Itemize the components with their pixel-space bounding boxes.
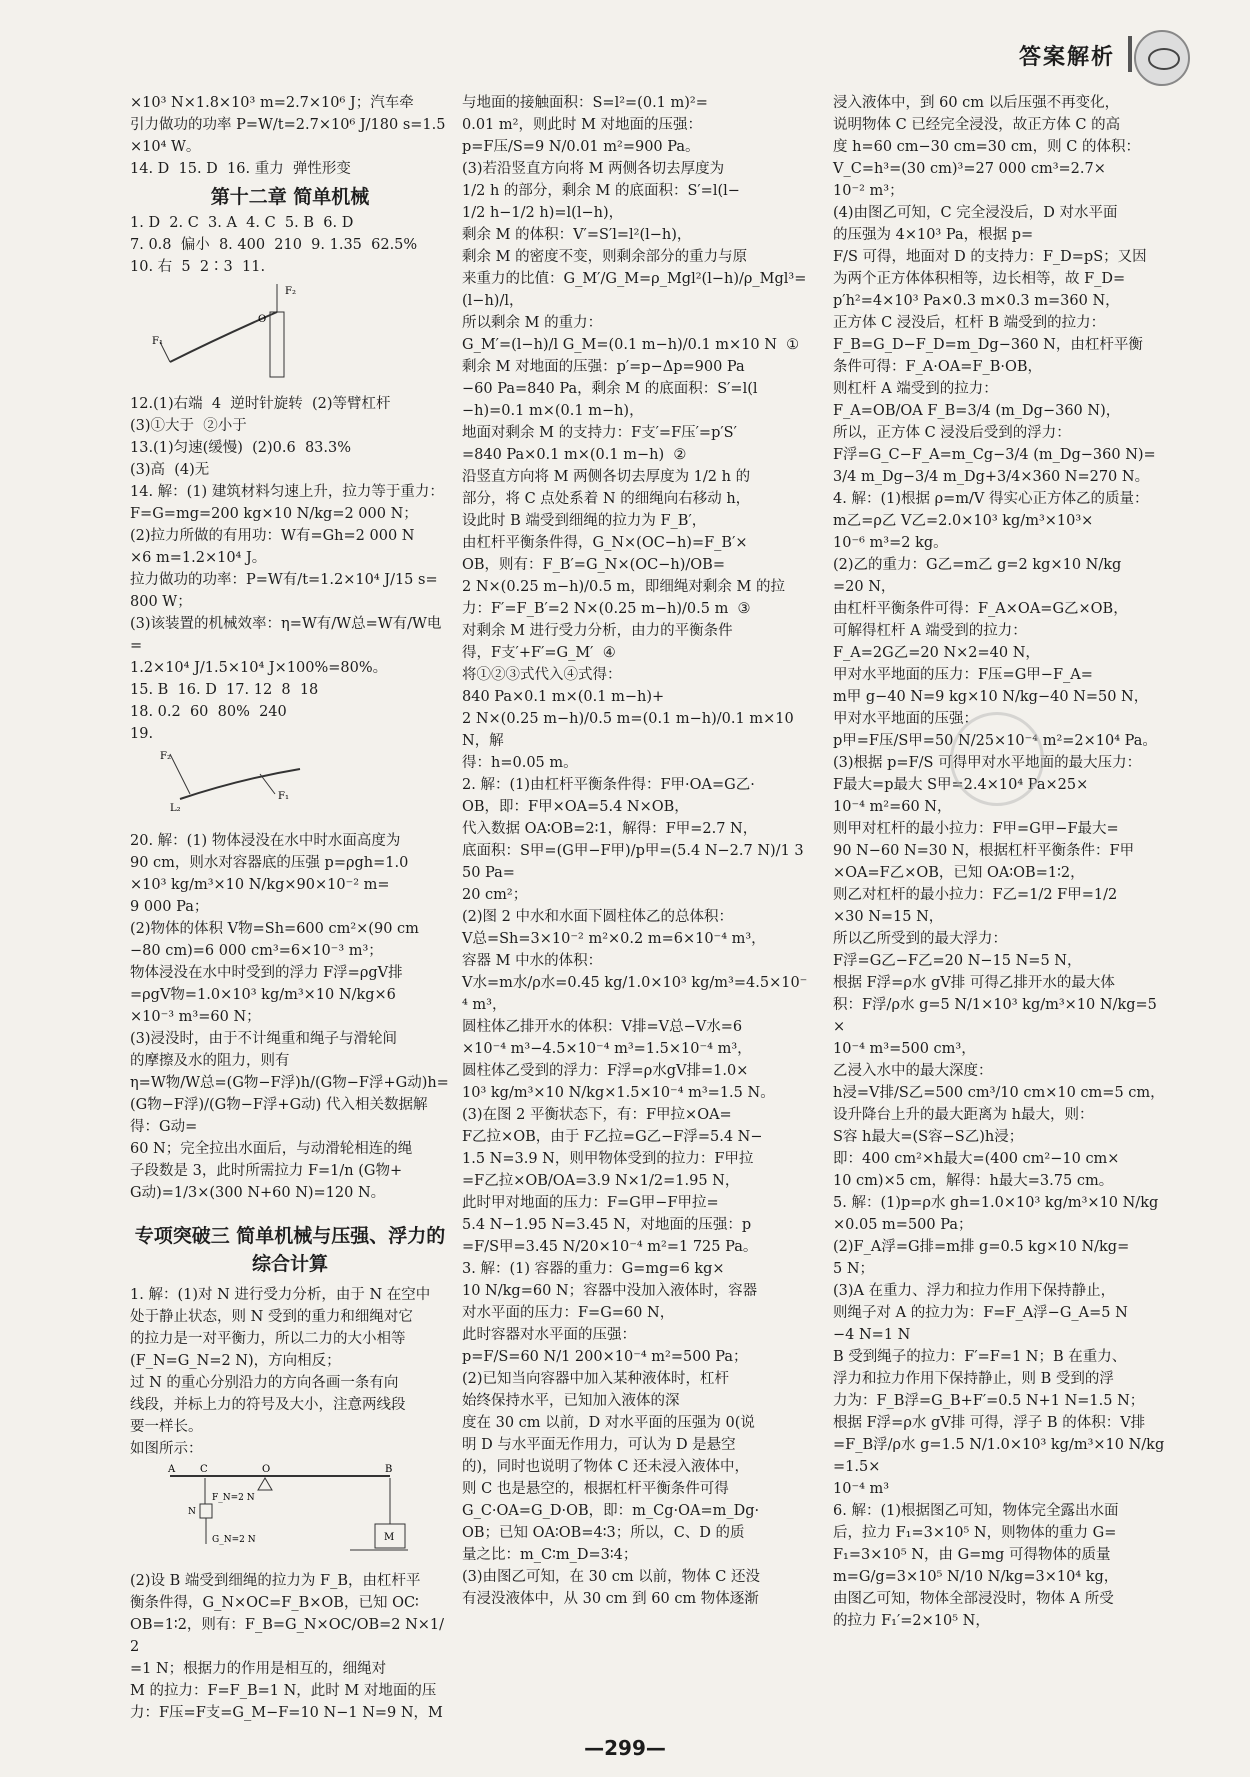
text-line: F=G=mg=200 kg×10 N/kg=2 000 N；: [130, 506, 418, 522]
text-line: 的)，同时也说明了物体 C 还未浸入液体中，: [462, 1459, 749, 1475]
text-line: (3)该装置的机械效率：η=W有/W总=W有/W电=: [130, 616, 442, 654]
label-F2: F₂: [160, 751, 171, 762]
text-line: F_A=OB/OA F_B=3/4 (m_Dg−360 N)，: [833, 403, 1121, 419]
text-line: m甲 g−40 N=9 kg×10 N/kg−40 N=50 N，: [833, 689, 1149, 705]
text-line: p=F压/S=9 N/0.01 m²=900 Pa。: [462, 139, 700, 155]
text-line: G动)=1/3×(300 N+60 N)=120 N。: [130, 1185, 386, 1201]
label-B: B: [385, 1464, 393, 1475]
text-line: 如图所示：: [130, 1441, 203, 1457]
text-line: V总=Sh=3×10⁻² m²×0.2 m=6×10⁻⁴ m³，: [462, 931, 766, 947]
text-line: V_C=h³=(30 cm)³=27 000 cm³=2.7×: [833, 161, 1106, 177]
page-header: [0, 0, 1250, 70]
text-line: 剩余 M 对地面的压强：p′=p−Δp=900 Pa: [462, 359, 745, 375]
text-line: 即：400 cm²×h最大=(400 cm²−10 cm×: [833, 1151, 1120, 1167]
chapter-heading: 第十二章 简单机械: [210, 186, 370, 208]
text-line: (3)高 (4)无: [130, 462, 210, 478]
label-GN: G_N=2 N: [212, 1535, 256, 1545]
text-line: 甲对水平地面的压强：: [833, 711, 978, 727]
text-line: 正方体 C 浸没后，杠杆 B 端受到的拉力：: [833, 315, 1106, 331]
text-line: 1.5 N=3.9 N，则甲物体受到的拉力：F甲拉: [462, 1151, 754, 1167]
text-line: =ρgV物=1.0×10³ kg/m³×10 N/kg×6: [130, 987, 396, 1003]
text-line: 明 D 与水平面无作用力，可认为 D 是悬空: [462, 1437, 736, 1453]
text-line: 与地面的接触面积：S=l²=(0.1 m)²=: [462, 95, 708, 111]
text-line: m=G/g=3×10⁵ N/10 N/kg=3×10⁴ kg，: [833, 1569, 1119, 1585]
text-line: 度在 30 cm 以前，D 对水平面的压强为 0(说: [462, 1415, 755, 1431]
text-line: 18. 0.2 60 80% 240: [130, 704, 287, 720]
text-line: ×10³ kg/m³×10 N/kg×90×10⁻² m=: [130, 877, 390, 893]
text-line: 根据 F浮=ρ水 gV排 可得，浮子 B 的体积：V排: [833, 1415, 1146, 1431]
text-line: ×10³ N×1.8×10³ m=2.7×10⁶ J；汽车牵: [130, 95, 414, 111]
text-line: B 受到绳子的拉力：F′=F=1 N；B 在重力、: [833, 1349, 1127, 1365]
text-line: G_C·OA=G_D·OB，即：m_Cg·OA=m_Dg·: [462, 1503, 760, 1519]
text-line: 90 N−60 N=30 N，根据杠杆平衡条件：F甲: [833, 843, 1135, 859]
text-line: 过 N 的重心分别沿力的方向各画一条有向: [130, 1375, 399, 1391]
text-line: 所以，正方体 C 浸没后受到的浮力：: [833, 425, 1071, 441]
label-A: A: [168, 1464, 176, 1475]
text-line: F₁=3×10⁵ N，由 G=mg 可得物体的质量: [833, 1547, 1111, 1563]
text-line: 对水平面的压力：F=G=60 N，: [462, 1305, 675, 1321]
text-line: 由图乙可知，物体全部浸没时，物体 A 所受: [833, 1591, 1114, 1607]
text-line: 20. 解：(1) 物体浸没在水中时水面高度为: [130, 833, 401, 849]
text-line: 10⁻² m³；: [833, 183, 904, 199]
text-line: 1.2×10⁴ J/1.5×10⁴ J×100%=80%。: [130, 660, 388, 676]
text-line: 圆柱体乙排开水的体积：V排=V总−V水=6: [462, 1019, 743, 1035]
text-line: 14. D 15. D 16. 重力 弹性形变: [130, 161, 351, 177]
text-line: 10³ kg/m³×10 N/kg×1.5×10⁻⁴ m³=1.5 N。: [462, 1085, 775, 1101]
text-line: 设升降台上升的最大距离为 h最大，则：: [833, 1107, 1094, 1123]
text-line: −80 cm)=6 000 cm³=6×10⁻³ m³；: [130, 943, 383, 959]
text-line: 将①②③式代入④式得：: [462, 667, 622, 683]
text-line: F_B=G_D−F_D=m_Dg−360 N，由杠杆平衡: [833, 337, 1143, 353]
text-line: (2)拉力所做的有用功：W有=Gh=2 000 N: [130, 528, 415, 544]
text-line: 为两个正方体体积相等，边长相等，故 F_D=: [833, 271, 1126, 287]
text-line: 容器 M 中水的体积：: [462, 953, 603, 969]
text-line: h浸=V排/S乙=500 cm³/10 cm×10 cm=5 cm，: [833, 1085, 1165, 1101]
label-C: C: [200, 1464, 208, 1475]
text-line: 2. 解：(1)由杠杆平衡条件得：F甲·OA=G乙·: [462, 777, 755, 793]
text-line: OB，即：F甲×OA=5.4 N×OB，: [462, 799, 689, 815]
text-line: 则杠杆 A 端受到的拉力：: [833, 381, 998, 397]
text-line: 20 cm²；: [462, 887, 528, 903]
text-line: (3)在图 2 平衡状态下，有：F甲拉×OA=: [462, 1107, 732, 1123]
text-line: 浸入液体中，到 60 cm 以后压强不再变化，: [833, 95, 1120, 111]
text-line: F最大=p最大 S甲=2.4×10⁴ Pa×25×: [833, 777, 1089, 793]
publisher-logo-icon: [1134, 30, 1190, 86]
text-line: 则绳子对 A 的拉力为：F=F_A浮−G_A=5 N: [833, 1305, 1128, 1321]
text-line: 度 h=60 cm−30 cm=30 cm，则 C 的体积：: [833, 139, 1140, 155]
text-line: 1/2 h 的部分，剩余 M 的底面积：S′=l(l−: [462, 183, 740, 199]
text-line: =1 N；根据力的作用是相互的，细绳对: [130, 1661, 387, 1677]
text-line: OB=1∶2，则有：F_B=G_N×OC/OB=2 N×1/2: [130, 1617, 445, 1655]
text-line: 此时甲对地面的压力：F=G甲−F甲拉=: [462, 1195, 719, 1211]
text-line: 力为：F_B浮=G_B+F′=0.5 N+1 N=1.5 N；: [833, 1393, 1145, 1409]
text-line: 力：F′=F_B′=2 N×(0.25 m−h)/0.5 m ③: [462, 601, 751, 617]
text-line: 5. 解：(1)p=ρ水 gh=1.0×10³ kg/m³×10 N/kg: [833, 1195, 1159, 1211]
text-line: 10 cm)×5 cm，解得：h最大=3.75 cm。: [833, 1173, 1114, 1189]
text-line: 剩余 M 的密度不变，则剩余部分的重力与原: [462, 249, 748, 265]
text-line: 19.: [130, 726, 154, 742]
text-line: 7. 0.8 偏小 8. 400 210 9. 1.35 62.5%: [130, 237, 418, 253]
text-line: 则 C 也是悬空的，根据杠杆平衡条件可得: [462, 1481, 729, 1497]
text-line: (G物−F浮)/(G物−F浮+G动) 代入相关数据解得：G动=: [130, 1097, 428, 1135]
text-line: 14. 解：(1) 建筑材料匀速上升，拉力等于重力：: [130, 484, 444, 500]
text-line: ×10⁻⁴ m³−4.5×10⁻⁴ m³=1.5×10⁻⁴ m³，: [462, 1041, 752, 1057]
text-line: 说明物体 C 已经完全浸没，故正方体 C 的高: [833, 117, 1121, 133]
text-line: −4 N=1 N: [833, 1327, 911, 1343]
text-line: 底面积：S甲=(G甲−F甲)/p甲=(5.4 N−2.7 N)/1 350 Pa=: [462, 843, 804, 881]
header-title: 答案解析: [1018, 45, 1115, 70]
text-line: η=W物/W总=(G物−F浮)h/(G物−F浮+G动)h=: [130, 1075, 449, 1091]
text-line: 所以剩余 M 的重力：: [462, 315, 603, 331]
text-line: (2)乙的重力：G乙=m乙 g=2 kg×10 N/kg: [833, 557, 1122, 573]
text-line: 10. 右 5 2∶3 11.: [130, 259, 266, 275]
text-line: 可解得杠杆 A 端受到的拉力：: [833, 623, 1027, 639]
text-line: 条件可得：F_A·OA=F_B·OB，: [833, 359, 1043, 375]
text-line: 4. 解：(1)根据 ρ=m/V 得实心正方体乙的质量：: [833, 491, 1149, 507]
label-F1: F₁: [278, 791, 289, 802]
text-line: 剩余 M 的体积：V′=S′l=l²(l−h)，: [462, 227, 692, 243]
text-line: 15. B 16. D 17. 12 8 18: [130, 682, 319, 698]
text-line: 1/2 h−1/2 h)=l(l−h)，: [462, 205, 624, 221]
text-line: 3. 解：(1) 容器的重力：G=mg=6 kg×: [462, 1261, 725, 1277]
text-line: (2)图 2 中水和水面下圆柱体乙的总体积：: [462, 909, 733, 925]
text-line: 10⁻⁴ m²=60 N，: [833, 799, 952, 815]
text-line: 的摩擦及水的阻力，则有: [130, 1053, 290, 1069]
text-line: 处于静止状态，则 N 受到的重力和细绳对它: [130, 1309, 413, 1325]
text-line: −h)=0.1 m×(0.1 m−h)，: [462, 403, 644, 419]
text-line: 则乙对杠杆的最小拉力：F乙=1/2 F甲=1/2: [833, 887, 1118, 903]
text-line: 积：F浮/ρ水 g=5 N/1×10³ kg/m³×10 N/kg=5×: [833, 997, 1157, 1035]
text-line: ×10⁴ W。: [130, 139, 201, 155]
text-line: 90 cm，则水对容器底的压强 p=ρgh=1.0: [130, 855, 409, 871]
text-line: 得，F支′+F′=G_M′ ④: [462, 645, 616, 661]
column-1: [130, 92, 450, 1724]
text-line: 由杠杆平衡条件可得：F_A×OA=G乙×OB，: [833, 601, 1128, 617]
text-line: =F乙拉×OB/OA=3.9 N×1/2=1.95 N，: [462, 1173, 740, 1189]
lever-figure-19: [150, 749, 310, 819]
text-line: 由杠杆平衡条件得，G_N×(OC−h)=F_B′×: [462, 535, 748, 551]
text-line: OB，则有：F_B′=G_N×(OC−h)/OB=: [462, 557, 725, 573]
text-line: 浮力和拉力作用下保持静止，则 B 受到的浮: [833, 1371, 1114, 1387]
label-N: N: [188, 1507, 196, 1517]
text-line: 乙浸入水中的最大深度：: [833, 1063, 993, 1079]
text-line: 800 W；: [130, 594, 192, 610]
text-line: 的压强为 4×10³ Pa，根据 p=: [833, 227, 1034, 243]
text-line: (2)已知当向容器中加入某种液体时，杠杆: [462, 1371, 730, 1387]
text-line: 10 N/kg=60 N；容器中没加入液体时，容器: [462, 1283, 758, 1299]
text-line: p=F/S=60 N/1 200×10⁻⁴ m²=500 Pa；: [462, 1349, 748, 1365]
text-line: 引力做功的功率 P=W/t=2.7×10⁶ J/180 s=1.5: [130, 117, 446, 133]
text-line: S容 h最大=(S容−S乙)h浸；: [833, 1129, 1024, 1145]
text-line: F浮=G_C−F_A=m_Cg−3/4 (m_Dg−360 N)=: [833, 447, 1156, 463]
label-F1: F₁: [152, 336, 163, 347]
text-line: 物体浸没在水中时受到的浮力 F浮=ρgV排: [130, 965, 403, 981]
text-line: ×10⁻³ m³=60 N；: [130, 1009, 261, 1025]
text-line: (4)由图乙可知，C 完全浸没后，D 对水平面: [833, 205, 1118, 221]
column-2: [462, 92, 810, 1610]
text-line: 地面对剩余 M 的支持力：F支′=F压′=p′S′: [462, 425, 737, 441]
lever-force-figure: [150, 1464, 410, 1559]
text-line: 力：F压=F支=G_M−F=10 N−1 N=9 N，M: [130, 1705, 443, 1721]
text-line: (F_N=G_N=2 N)，方向相反；: [130, 1353, 341, 1369]
label-M: M: [384, 1532, 395, 1543]
text-line: (3)根据 p=F/S 可得甲对水平地面的最大压力：: [833, 755, 1142, 771]
text-line: 6. 解：(1)根据图乙可知，物体完全露出水面: [833, 1503, 1119, 1519]
column-3: [833, 92, 1165, 1632]
watermark-stamp: [950, 712, 1044, 806]
text-line: 衡条件得，G_N×OC=F_B×OB，已知 OC∶: [130, 1595, 419, 1611]
text-line: (2)F_A浮=G排=m排 g=0.5 kg×10 N/kg=: [833, 1239, 1130, 1255]
text-line: F/S 可得，地面对 D 的支持力：F_D=pS；又因: [833, 249, 1147, 265]
label-O: O: [258, 314, 267, 325]
text-line: 代入数据 OA∶OB=2∶1，解得：F甲=2.7 N，: [462, 821, 758, 837]
text-line: 的拉力是一对平衡力，所以二力的大小相等: [130, 1331, 406, 1347]
text-line: 沿竖直方向将 M 两侧各切去厚度为 1/2 h 的: [462, 469, 751, 485]
text-line: 有浸没液体中，从 30 cm 到 60 cm 物体逐渐: [462, 1591, 759, 1607]
text-line: (2)物体的体积 V物=Sh=600 cm²×(90 cm: [130, 921, 419, 937]
text-line: ×OA=F乙×OB，已知 OA∶OB=1∶2，: [833, 865, 1085, 881]
text-line: (3)若沿竖直方向将 M 两侧各切去厚度为: [462, 161, 725, 177]
text-line: 得：h=0.05 m。: [462, 755, 578, 771]
text-line: 拉力做功的功率：P=W有/t=1.2×10⁴ J/15 s=: [130, 572, 438, 588]
text-line: F_A=2G乙=20 N×2=40 N，: [833, 645, 1040, 661]
special-section-heading: 专项突破三 简单机械与压强、浮力的综合计算: [134, 1225, 446, 1275]
label-F2: F₂: [285, 286, 296, 297]
text-line: 圆柱体乙受到的浮力：F浮=ρ水gV排=1.0×: [462, 1063, 749, 1079]
text-line: 1. D 2. C 3. A 4. C 5. B 6. D: [130, 215, 354, 231]
text-line: 840 Pa×0.1 m×(0.1 m−h)+: [462, 689, 665, 705]
text-line: 9 000 Pa；: [130, 899, 209, 915]
text-line: 设此时 B 端受到细绳的拉力为 F_B′，: [462, 513, 707, 529]
text-line: 10⁻⁶ m³=2 kg。: [833, 535, 948, 551]
text-line: M 的拉力：F=F_B=1 N，此时 M 对地面的压: [130, 1683, 437, 1699]
text-line: 部分，将 C 点处系着 N 的细绳向右移动 h，: [462, 491, 751, 507]
text-line: p′h²=4×10³ Pa×0.3 m×0.3 m=360 N，: [833, 293, 1120, 309]
text-line: 13.(1)匀速(缓慢) (2)0.6 83.3%: [130, 440, 352, 456]
lever-figure-11: [150, 282, 330, 382]
text-line: p甲=F压/S甲=50 N/25×10⁻⁴ m²=2×10⁴ Pa。: [833, 733, 1157, 749]
text-line: 后，拉力 F₁=3×10⁵ N，则物体的重力 G=: [833, 1525, 1117, 1541]
text-line: 10⁻⁴ m³=500 cm³，: [833, 1041, 976, 1057]
text-line: 5 N；: [833, 1261, 875, 1277]
text-line: 要一样长。: [130, 1419, 203, 1435]
text-line: 5.4 N−1.95 N=3.45 N，对地面的压强：p: [462, 1217, 752, 1233]
text-line: (3)浸没时，由于不计绳重和绳子与滑轮间: [130, 1031, 398, 1047]
text-line: F浮=G乙−F乙=20 N−15 N=5 N，: [833, 953, 1082, 969]
text-line: =F/S甲=3.45 N/20×10⁻⁴ m²=1 725 Pa。: [462, 1239, 758, 1255]
text-line: 对剩余 M 进行受力分析，由力的平衡条件: [462, 623, 733, 639]
text-line: 所以乙所受到的最大浮力：: [833, 931, 1007, 947]
text-line: 子段数是 3，此时所需拉力 F=1/n (G物+: [130, 1163, 403, 1179]
text-line: 量之比：m_C∶m_D=3∶4；: [462, 1547, 638, 1563]
header-divider: [1128, 36, 1132, 72]
label-O: O: [262, 1464, 271, 1475]
text-line: F乙拉×OB，由于 F乙拉=G乙−F浮=5.4 N−: [462, 1129, 763, 1145]
text-line: 0.01 m²，则此时 M 对地面的压强：: [462, 117, 703, 133]
text-line: 则甲对杠杆的最小拉力：F甲=G甲−F最大=: [833, 821, 1119, 837]
text-line: 60 N；完全拉出水面后，与动滑轮相连的绳: [130, 1141, 413, 1157]
text-line: ×6 m=1.2×10⁴ J。: [130, 550, 267, 566]
text-line: (3)A 在重力、浮力和拉力作用下保持静止，: [833, 1283, 1116, 1299]
text-line: m乙=ρ乙 V乙=2.0×10³ kg/m³×10³×: [833, 513, 1094, 529]
text-line: =F_B浮/ρ水 g=1.5 N/1.0×10³ kg/m³×10 N/kg=1.5×: [833, 1437, 1165, 1475]
text-line: −60 Pa=840 Pa，剩余 M 的底面积：S′=l(l: [462, 381, 758, 397]
text-line: 的拉力 F₁′=2×10⁵ N，: [833, 1613, 990, 1629]
text-line: =840 Pa×0.1 m×(0.1 m−h) ②: [462, 447, 687, 463]
text-line: ×0.05 m=500 Pa；: [833, 1217, 973, 1233]
label-L2: L₂: [170, 803, 181, 814]
text-line: (3)①大于 ②小于: [130, 418, 247, 434]
text-line: OB；已知 OA∶OB=4∶3；所以，C、D 的质: [462, 1525, 745, 1541]
text-line: (3)由图乙可知，在 30 cm 以前，物体 C 还没: [462, 1569, 760, 1585]
text-line: (2)设 B 端受到细绳的拉力为 F_B，由杠杆平: [130, 1573, 421, 1589]
text-line: 线段，并标上力的符号及大小，注意两线段: [130, 1397, 406, 1413]
text-line: ×30 N=15 N，: [833, 909, 944, 925]
text-line: 此时容器对水平面的压强：: [462, 1327, 636, 1343]
text-line: 来重力的比值：G_M′/G_M=ρ_Mgl²(l−h)/ρ_Mgl³=(l−h)/l，: [462, 271, 807, 309]
text-line: G_M′=(l−h)/l G_M=(0.1 m−h)/0.1 m×10 N ①: [462, 337, 800, 353]
text-line: 甲对水平地面的压力：F压=G甲−F_A=: [833, 667, 1093, 683]
text-line: 根据 F浮=ρ水 gV排 可得乙排开水的最大体: [833, 975, 1115, 991]
text-line: 3/4 m_Dg−3/4 m_Dg+3/4×360 N=270 N。: [833, 469, 1150, 485]
text-line: 1. 解：(1)对 N 进行受力分析，由于 N 在空中: [130, 1287, 431, 1303]
text-line: 2 N×(0.25 m−h)/0.5 m=(0.1 m−h)/0.1 m×10 N，解: [462, 711, 799, 749]
text-line: 10⁻⁴ m³: [833, 1481, 890, 1497]
text-line: =20 N，: [833, 579, 896, 595]
text-line: 始终保持水平，已知加入液体的深: [462, 1393, 680, 1409]
text-line: V水=m水/ρ水=0.45 kg/1.0×10³ kg/m³=4.5×10⁻⁴ m³，: [462, 975, 808, 1013]
text-line: 12.(1)右端 4 逆时针旋转 (2)等臂杠杆: [130, 396, 391, 412]
page-number: —299—: [584, 1736, 666, 1760]
label-FN: F_N=2 N: [212, 1493, 255, 1503]
text-line: 2 N×(0.25 m−h)/0.5 m，即细绳对剩余 M 的拉: [462, 579, 785, 595]
